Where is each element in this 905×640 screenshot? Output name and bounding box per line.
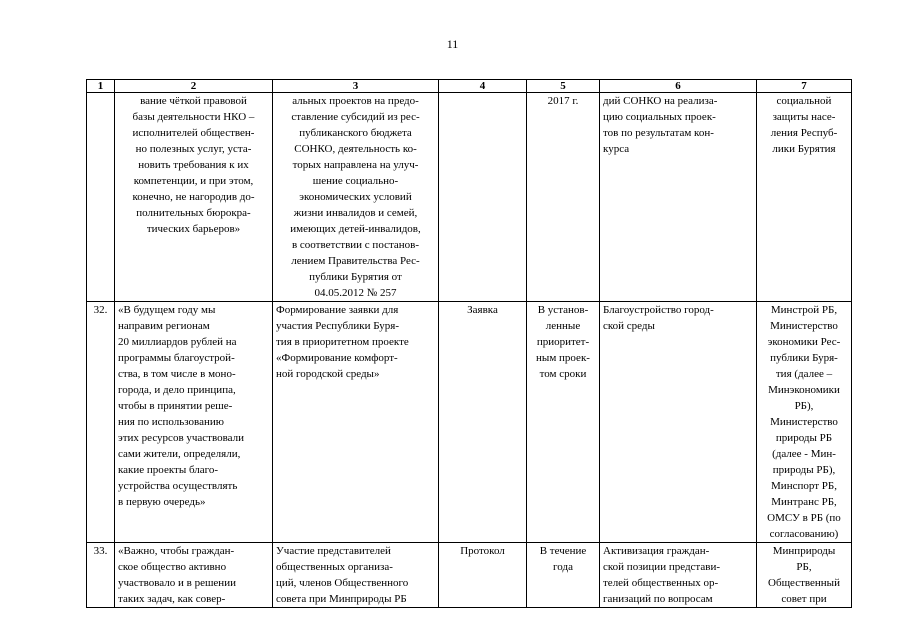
table-row: [87, 302, 852, 543]
measure-cell: альных проектов на предо- ставление субсидий из рес- публиканского бюджета СОНКО, деятельность ко- торых направлена на улуч- шение социально- экономических условий жизни инвалидов и семей, имеющих детей-инвалидов, в соответствии с постанов- лением Правительства Рес- публики Бурятия от 04.05.2012 № 257: [273, 93, 439, 302]
result-form-cell: Протокол: [439, 543, 527, 608]
header-col-6: 6: [600, 80, 757, 93]
page-number: 11: [446, 37, 459, 51]
table-row: [87, 93, 852, 302]
deadline-cell: 2017 г.: [527, 93, 600, 302]
header-col-2: 2: [115, 80, 273, 93]
header-col-7: 7: [757, 80, 852, 93]
header-col-1: 1: [87, 80, 115, 93]
result-form-cell: [439, 93, 527, 302]
measure-cell: Участие представителей общественных организа- ций, членов Общественного совета при Минприроды РБ: [273, 543, 439, 608]
table-row: [87, 543, 852, 608]
quote-cell: вание чёткой правовой базы деятельности НКО – исполнителей обществен- но полезных услуг, уста- новить требования к их компетенции, и при этом, конечно, не нагородив до- полнительных бюрокра- тических барьеров»: [115, 93, 273, 302]
quote-cell: «Важно, чтобы граждан- ское общество активно участвовало и в решении таких задач, как совер-: [115, 543, 273, 608]
deadline-cell: В течение года: [527, 543, 600, 608]
row-number: 33.: [87, 543, 115, 608]
measures-table: [86, 79, 852, 608]
responsible-cell: Минстрой РБ, Министерство экономики Рес- публики Буря- тия (далее – Минэкономики РБ), Министерство природы РБ (далее - Мин- природы РБ), Минспорт РБ, Минтранс РБ, ОМСУ в РБ (по согласованию): [757, 302, 852, 543]
expected-result-cell: Благоустройство город- ской среды: [600, 302, 757, 543]
expected-result-cell: дий СОНКО на реализа- цию социальных проек- тов по результатам кон- курса: [600, 93, 757, 302]
header-col-4: 4: [439, 80, 527, 93]
deadline-cell: В установ- ленные приоритет- ным проек- том сроки: [527, 302, 600, 543]
header-col-5: 5: [527, 80, 600, 93]
header-col-3: 3: [273, 80, 439, 93]
header-row: [87, 80, 852, 93]
responsible-cell: Минприроды РБ, Общественный совет при: [757, 543, 852, 608]
measure-cell: Формирование заявки для участия Республики Буря- тия в приоритетном проекте «Формирование комфорт- ной городской среды»: [273, 302, 439, 543]
expected-result-cell: Активизация граждан- ской позиции представи- телей общественных ор- ганизаций по вопросам: [600, 543, 757, 608]
quote-cell: «В будущем году мы направим регионам 20 миллиардов рублей на программы благоустрой- ства, в том числе в моно- города, и дело принципа, чтобы в принятии реше- ния по использованию этих ресурсов участвовали сами жители, определяли, какие проекты благо- устройства осуществлять в первую очередь»: [115, 302, 273, 543]
row-number: 32.: [87, 302, 115, 543]
responsible-cell: социальной защиты насе- ления Респуб- лики Бурятия: [757, 93, 852, 302]
result-form-cell: Заявка: [439, 302, 527, 543]
row-number: [87, 93, 115, 302]
